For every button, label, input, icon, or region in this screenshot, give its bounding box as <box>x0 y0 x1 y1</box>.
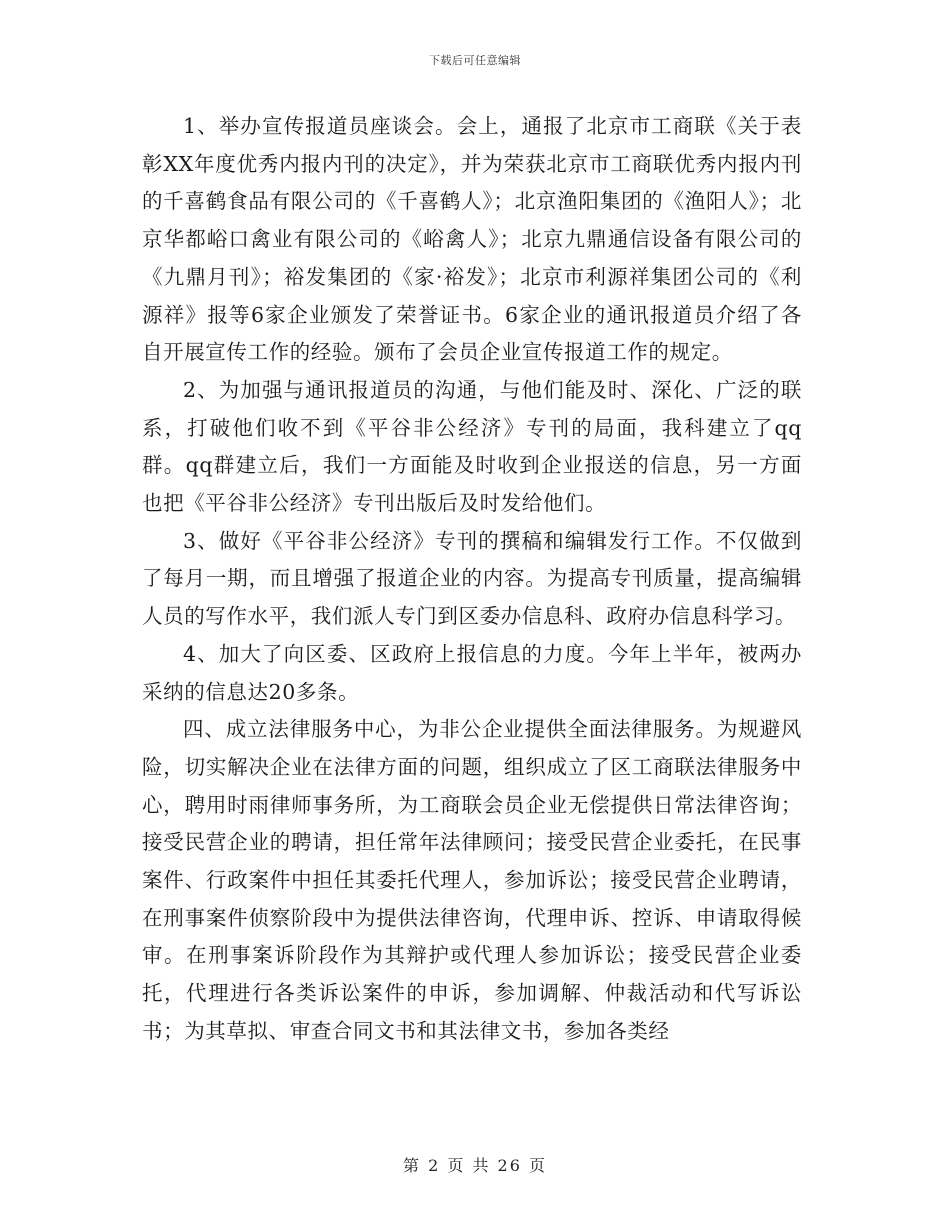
paragraph-5: 四、成立法律服务中心，为非公企业提供全面法律服务。为规避风险，切实解决企业在法律方面的问题，组织成立了区工商联法律服务中心，聘用时雨律师事务所，为工商联会员企业无偿提供日常法律咨询；接受民营企业的聘请，担任常年法律顾问；接受民营企业委托，在民事案件、行政案件中担任其委托代理人，参加诉讼；接受民营企业聘请，在刑事案件侦察阶段中为提供法律咨询，代理申诉、控诉、申请取得候审。在刑事案诉阶段作为其辩护或代理人参加诉讼；接受民营企业委托，代理进行各类诉讼案件的申诉，参加调解、仲裁活动和代写诉讼书；为其草拟、审查合同文书和其法律文书，参加各类经 <box>142 717 802 1043</box>
paragraph-4: 4、加大了向区委、区政府上报信息的力度。今年上半年，被两办采纳的信息达20多条。 <box>142 641 802 704</box>
paragraph-2: 2、为加强与通讯报道员的沟通，与他们能及时、深化、广泛的联系，打破他们收不到《平谷非公经济》专刊的局面，我科建立了qq群。qq群建立后，我们一方面能及时收到企业报送的信息，另一方面也把《平谷非公经济》专刊出版后及时发给他们。 <box>142 377 802 516</box>
document-body <box>142 108 802 1051</box>
paragraph-1: 1、举办宣传报道员座谈会。会上，通报了北京市工商联《关于表彰XX年度优秀内报内刊的决定》，并为荣获北京市工商联优秀内报内刊的千喜鹤食品有限公司的《千喜鹤人》；北京渔阳集团的《渔阳人》；北京华都峪口禽业有限公司的《峪禽人》；北京九鼎通信设备有限公司的《九鼎月刊》；裕发集团的《家·裕发》；北京市利源祥集团公司的《利源祥》报等6家企业颁发了荣誉证书。6家企业的通讯报道员介绍了各自开展宣传工作的经验。颁布了会员企业宣传报道工作的规定。 <box>142 114 802 365</box>
page-header: 下载后可任意编辑 <box>429 54 521 67</box>
page-number-footer: 第 2 页 共 26 页 <box>403 1156 547 1175</box>
paragraph-3: 3、做好《平谷非公经济》专刊的撰稿和编辑发行工作。不仅做到了每月一期，而且增强了报道企业的内容。为提高专刊质量，提高编辑人员的写作水平，我们派人专门到区委办信息科、政府办信息科学习。 <box>142 528 802 629</box>
